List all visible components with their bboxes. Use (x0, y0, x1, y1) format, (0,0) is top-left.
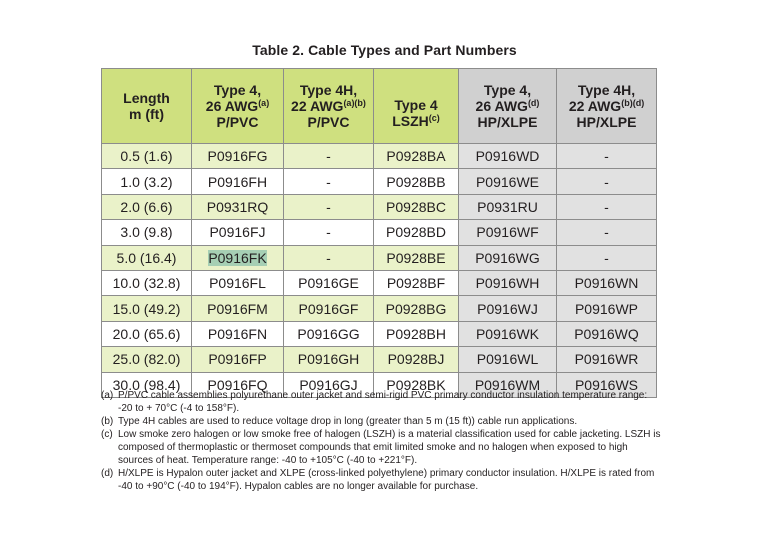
selected-text[interactable]: P0916FK (208, 249, 267, 266)
header-type4h-22awg-hpxlpe: Type 4H, 22 $AWG^{(b)(d)}$ HP/XLPE (557, 69, 657, 144)
part-number-cell: P0928BF (374, 270, 459, 295)
header-type4h-22awg-ppvc: Type 4H, 22 $AWG^{(a)(b)}$ P/PVC (284, 69, 374, 144)
part-number-cell: - (284, 245, 374, 270)
part-number-cell: P0928BA (374, 144, 459, 169)
part-number-cell: P0928BE (374, 245, 459, 270)
part-number-cell: P0928BG (374, 296, 459, 321)
part-number-cell: P0916WL (459, 347, 557, 372)
table-row (102, 169, 657, 194)
part-number-cell: P0916WF (459, 220, 557, 245)
length-cell: 30.0 (98.4) (102, 372, 192, 397)
table-row (102, 245, 657, 270)
part-number-cell: P0916WR (557, 347, 657, 372)
footnote-text: Low smoke zero halogen or low smoke free of halogen (LSZH) is a material classification used for cable jacketing. LSZH is composed of thermoplastic or thermoset compounds that emit limited smoke and no halogen when exposed to high sources of heat. Temperature range: -40 to +105°C (-40 to +221°F). (118, 429, 661, 466)
part-number-cell: - (557, 220, 657, 245)
part-number-cell: P0928BK (374, 372, 459, 397)
table-row (102, 321, 657, 346)
length-cell: 1.0 (3.2) (102, 169, 192, 194)
part-number-cell: P0916WJ (459, 296, 557, 321)
footnote (101, 428, 661, 467)
table-row (102, 296, 657, 321)
part-number-cell: P0916WM (459, 372, 557, 397)
part-number-cell: P0928BD (374, 220, 459, 245)
part-number-cell: P0916FM (192, 296, 284, 321)
footnote-text: P/PVC cable assemblies polyurethane outer jacket and semi-rigid PVC primary conductor insulation temperature range: -20 to + 70°C (-4 to 158°F). (118, 390, 648, 414)
part-number-cell: P0916FN (192, 321, 284, 346)
part-number-cell: P0916FJ (192, 220, 284, 245)
length-cell: 15.0 (49.2) (102, 296, 192, 321)
table-row (102, 347, 657, 372)
footnote-text: H/XLPE is Hypalon outer jacket and XLPE (cross-linked polyethylene) primary conductor insulation. H/XLPE is rated from -40 to +90°C (-40 to 194°F). Hypalon cables are no longer available for purchase. (118, 468, 655, 492)
part-number-cell: P0928BJ (374, 347, 459, 372)
part-number-cell: P0916WQ (557, 321, 657, 346)
part-number-cell: P0916GE (284, 270, 374, 295)
header-length: Length m (ft) (102, 69, 192, 144)
length-cell: 3.0 (9.8) (102, 220, 192, 245)
part-number-cell: P0916FP (192, 347, 284, 372)
part-number-cell: - (284, 144, 374, 169)
table-caption: Table 2. Cable Types and Part Numbers (252, 42, 517, 58)
part-number-cell: P0916WD (459, 144, 557, 169)
length-cell: 20.0 (65.6) (102, 321, 192, 346)
footnote (101, 389, 661, 415)
part-number-cell: - (557, 245, 657, 270)
table-row (102, 194, 657, 219)
part-number-cell: P0931RU (459, 194, 557, 219)
header-type4-26awg-ppvc: Type 4, 26 AWG$^{(a)}$ P/PVC (192, 69, 284, 144)
part-number-cell: P0928BH (374, 321, 459, 346)
footnote-key: (d) (101, 468, 114, 479)
part-number-cell: - (284, 220, 374, 245)
part-number-cell: P0916GG (284, 321, 374, 346)
table-footnotes (101, 389, 661, 493)
part-number-cell: P0916WG (459, 245, 557, 270)
part-number-cell: P0916FG (192, 144, 284, 169)
part-number-cell: P0916WK (459, 321, 557, 346)
part-number-cell: - (284, 169, 374, 194)
part-number-cell: P0916WN (557, 270, 657, 295)
part-number-cell: P0916WP (557, 296, 657, 321)
table-row (102, 220, 657, 245)
part-number-cell: - (557, 169, 657, 194)
footnote-text: Type 4H cables are used to reduce voltage drop in long (greater than 5 m (15 ft)) cable run applications. (118, 416, 578, 427)
footnote-key: (b) (101, 416, 114, 427)
length-cell: 2.0 (6.6) (102, 194, 192, 219)
part-number-cell: P0931RQ (192, 194, 284, 219)
part-number-cell: P0916FQ (192, 372, 284, 397)
footnote (101, 467, 661, 493)
part-number-cell: P0916GJ (284, 372, 374, 397)
part-number-cell: P0916GF (284, 296, 374, 321)
part-number-cell: P0916WH (459, 270, 557, 295)
part-number-cell: P0928BC (374, 194, 459, 219)
footnote (101, 415, 661, 428)
part-number-cell: P0916FH (192, 169, 284, 194)
length-cell: 5.0 (16.4) (102, 245, 192, 270)
part-number-cell-selected[interactable] (192, 245, 284, 270)
part-number-cell: P0916WE (459, 169, 557, 194)
cable-types-table (101, 68, 657, 398)
length-cell: 10.0 (32.8) (102, 270, 192, 295)
footnote-key: (c) (101, 429, 113, 440)
table-row (102, 270, 657, 295)
footnote-key: (a) (101, 390, 114, 401)
part-number-cell: - (557, 194, 657, 219)
part-number-cell: - (284, 194, 374, 219)
header-type4-26awg-hpxlpe: Type 4, 26 AWG$^{(d)}$ HP/XLPE (459, 69, 557, 144)
part-number-cell: P0916GH (284, 347, 374, 372)
part-number-cell: P0916WS (557, 372, 657, 397)
part-number-cell: - (557, 144, 657, 169)
part-number-cell: P0916FL (192, 270, 284, 295)
header-row (102, 69, 657, 144)
part-number-cell: P0928BB (374, 169, 459, 194)
table-row (102, 144, 657, 169)
header-type4-lszh: Type 4 LSZH$^{(c)}$ (374, 69, 459, 144)
length-cell: 25.0 (82.0) (102, 347, 192, 372)
length-cell: 0.5 (1.6) (102, 144, 192, 169)
